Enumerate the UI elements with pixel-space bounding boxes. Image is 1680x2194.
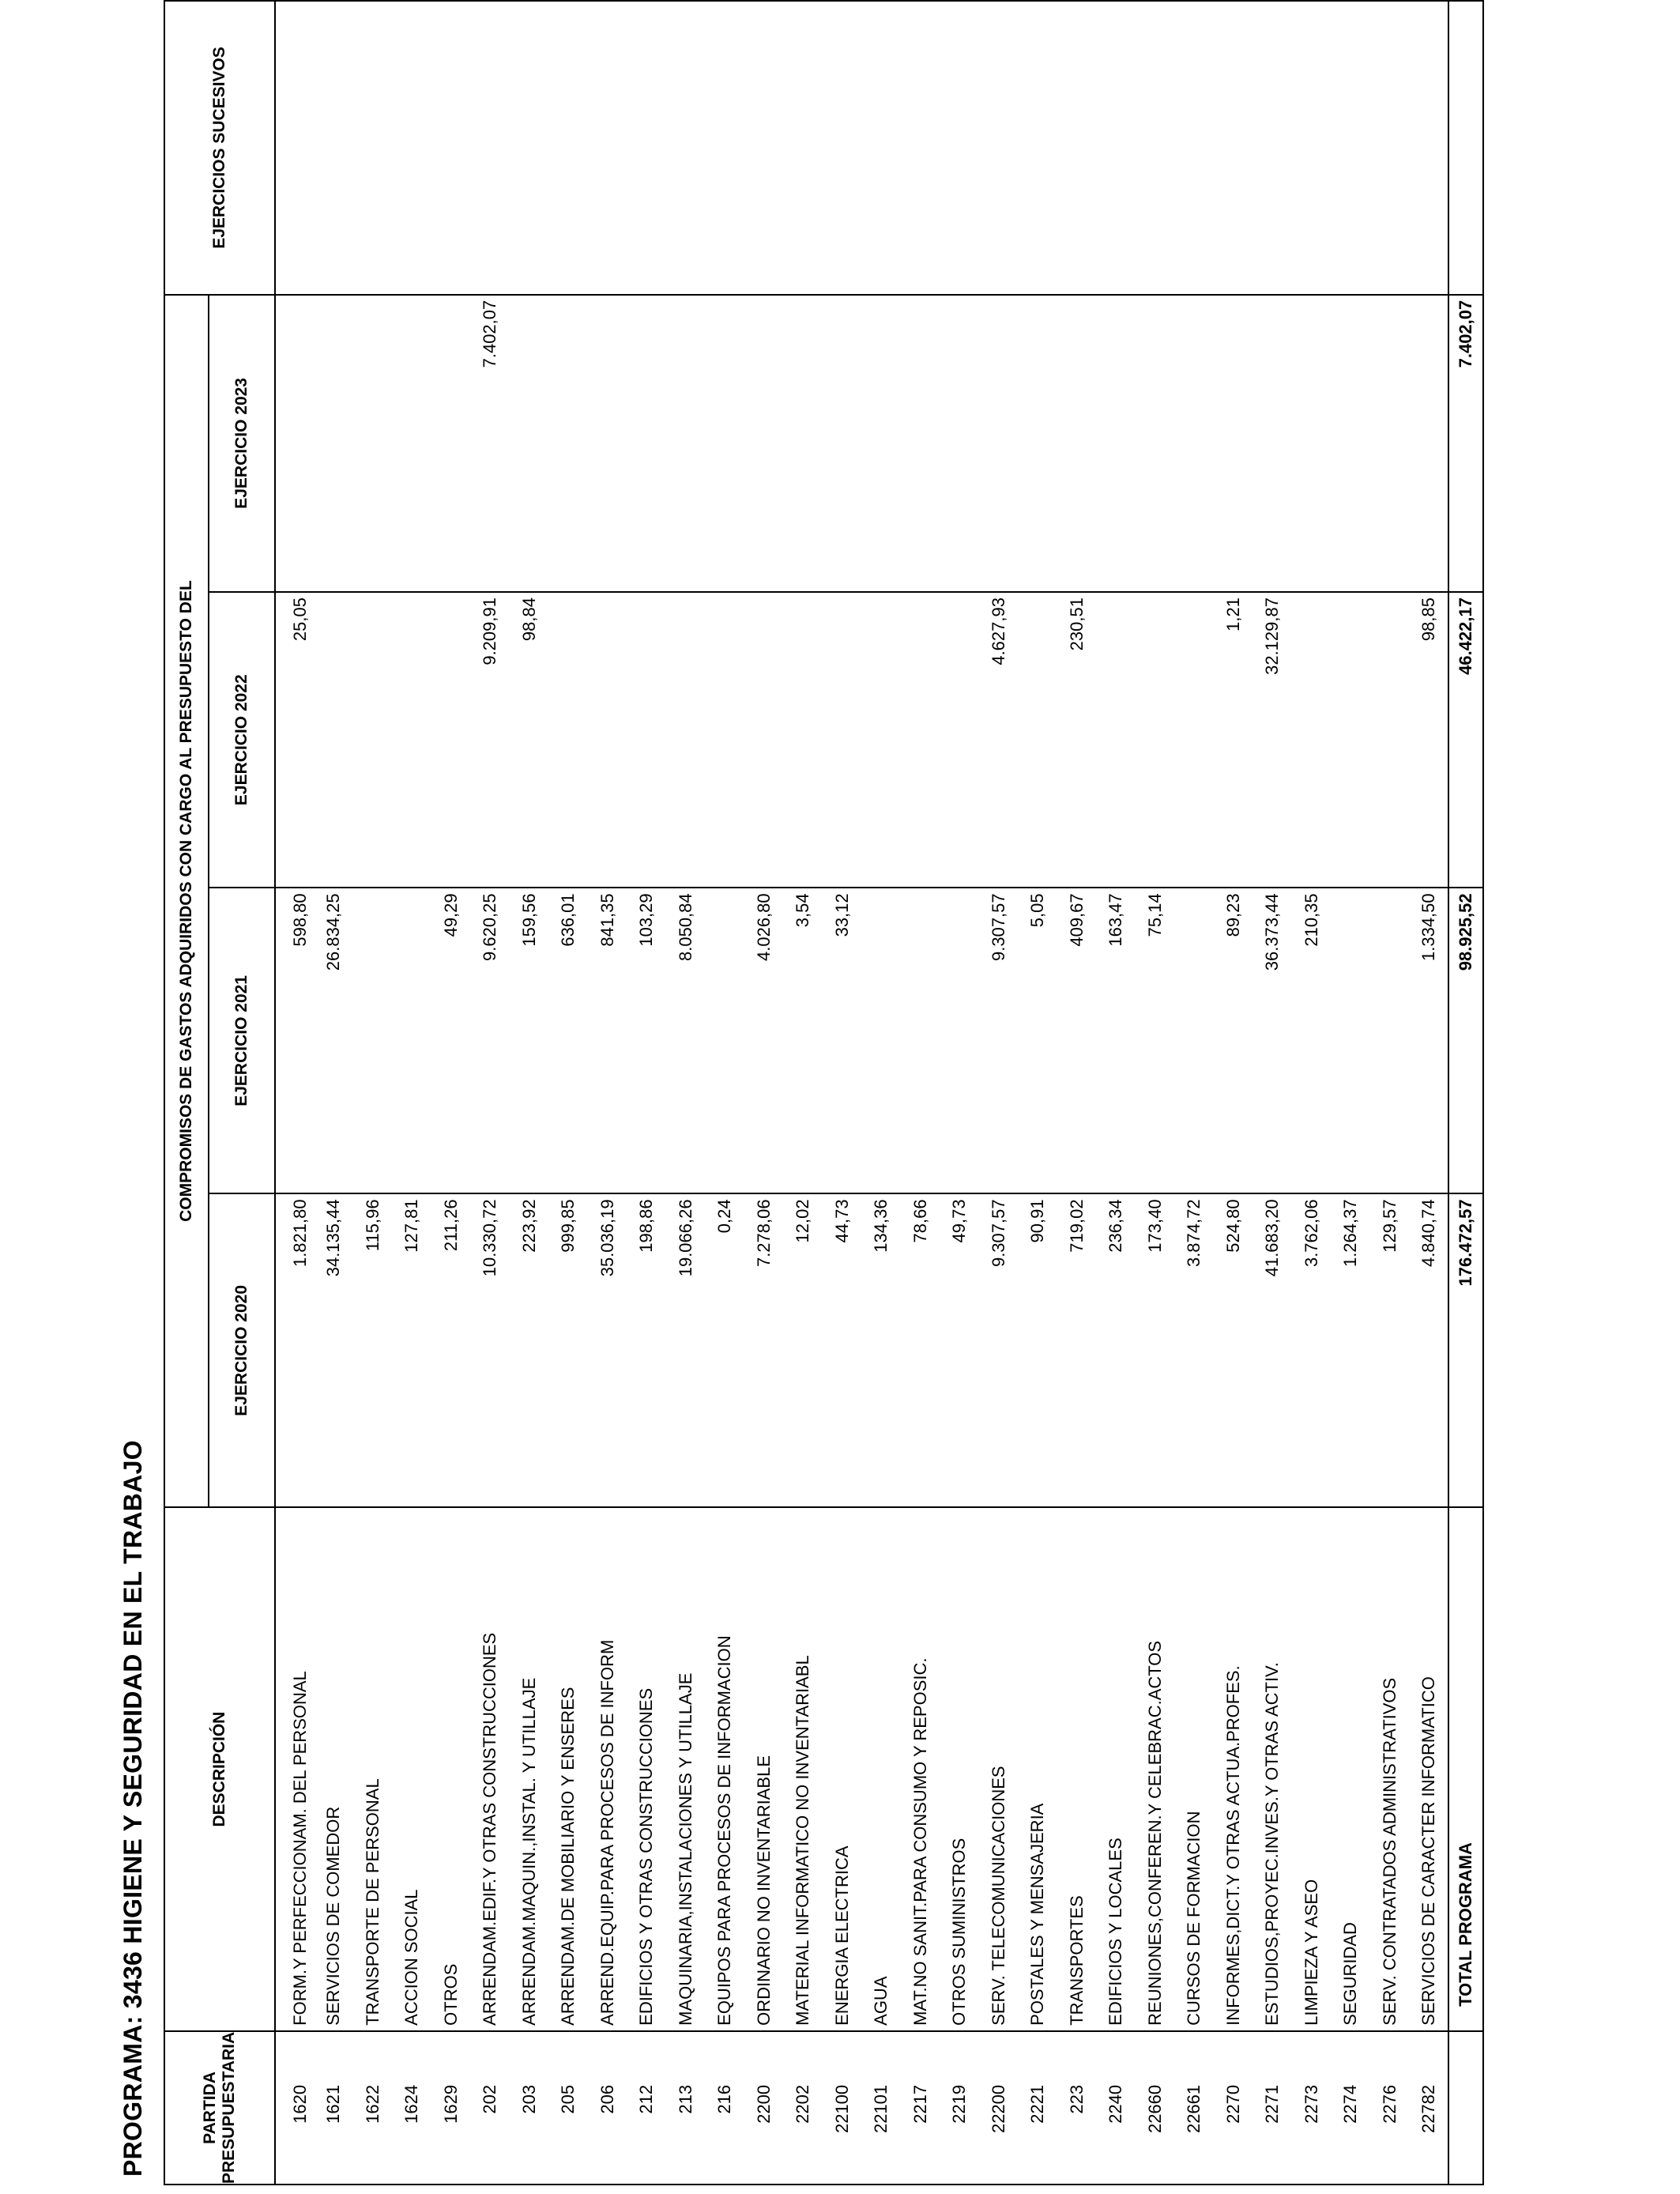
table-row <box>862 1 902 2185</box>
ejercicio-2023-cell <box>940 295 980 592</box>
ejercicio-2023-cell <box>706 295 745 592</box>
sucesivos-cell <box>549 1 589 295</box>
ejercicio-2020-cell: 127,81 <box>393 1193 432 1507</box>
partida-cell: 22782 <box>1410 2031 1449 2185</box>
ejercicio-2020-cell: 3.762,06 <box>1292 1193 1332 1507</box>
ejercicio-2020-cell: 10.330,72 <box>471 1193 510 1507</box>
table-row <box>1214 1 1253 2185</box>
ejercicio-2021-cell: 163,47 <box>1097 888 1136 1193</box>
ejercicio-2020-cell: 19.066,26 <box>666 1193 706 1507</box>
sucesivos-header: EJERCICIOS SUCESIVOS <box>164 1 275 295</box>
ejercicio-2023-cell <box>510 295 549 592</box>
partida-cell: 22200 <box>979 2031 1019 2185</box>
sucesivos-cell <box>431 1 471 295</box>
ejercicio-2023-cell <box>627 295 667 592</box>
ejercicio-2023-cell <box>666 295 706 592</box>
partida-cell: 2271 <box>1253 2031 1293 2185</box>
ejercicio-2020-cell: 1.821,80 <box>275 1193 315 1507</box>
ejercicio-2021-cell: 33,12 <box>823 888 862 1193</box>
partida-cell: 212 <box>627 2031 667 2185</box>
sucesivos-cell <box>315 1 354 295</box>
ejercicio-2022-cell <box>1292 592 1332 888</box>
table-row <box>510 1 549 2185</box>
ejercicio-2020-cell: 115,96 <box>353 1193 393 1507</box>
sucesivos-cell <box>1410 1 1449 295</box>
total-2022: 46.422,17 <box>1448 592 1483 888</box>
ejercicio-2021-cell: 598,80 <box>275 888 315 1193</box>
ejercicio-2021-cell: 636,01 <box>549 888 589 1193</box>
ejercicio-2021-cell: 159,56 <box>510 888 549 1193</box>
partida-cell: 2276 <box>1370 2031 1410 2185</box>
sucesivos-cell <box>393 1 432 295</box>
partida-cell: 2273 <box>1292 2031 1332 2185</box>
sucesivos-cell <box>471 1 510 295</box>
ejercicio-2021-cell: 8.050,84 <box>666 888 706 1193</box>
ejercicio-2021-cell: 1.334,50 <box>1410 888 1449 1193</box>
ejercicio-2022-cell <box>393 592 432 888</box>
ejercicio-2020-cell: 134,36 <box>862 1193 902 1507</box>
ejercicio-2021-cell <box>1332 888 1371 1193</box>
ejercicio-2022-cell <box>706 592 745 888</box>
ejercicio-2022-cell <box>1332 592 1371 888</box>
sucesivos-cell <box>666 1 706 295</box>
ejercicio-2023-cell <box>1292 295 1332 592</box>
table-row <box>1175 1 1215 2185</box>
table-row <box>1332 1 1371 2185</box>
sucesivos-cell <box>784 1 823 295</box>
partida-cell: 1620 <box>275 2031 315 2185</box>
ejercicio-2021-cell: 409,67 <box>1057 888 1097 1193</box>
sucesivos-cell <box>275 1 315 295</box>
ejercicio-2022-cell <box>1136 592 1175 888</box>
ejercicio-2022-cell <box>315 592 354 888</box>
table-row <box>784 1 823 2185</box>
ejercicio-2023-cell <box>275 295 315 592</box>
ejercicio-2020-cell: 211,26 <box>431 1193 471 1507</box>
sucesivos-cell <box>353 1 393 295</box>
table-row <box>1019 1 1058 2185</box>
partida-cell: 22661 <box>1175 2031 1215 2185</box>
partida-cell: 22660 <box>1136 2031 1175 2185</box>
partida-cell: 2217 <box>901 2031 940 2185</box>
total-code-cell <box>1448 2031 1483 2185</box>
ejercicio-2022-header: EJERCICIO 2022 <box>209 592 275 888</box>
partida-cell: 2202 <box>784 2031 823 2185</box>
compromisos-header: COMPROMISOS DE GASTOS ADQUIRIDOS CON CARGO AL PRESUPUESTO DEL <box>164 295 209 1508</box>
ejercicio-2022-cell: 25,05 <box>275 592 315 888</box>
descripcion-cell: OTROS SUMINISTROS <box>940 1507 980 2031</box>
partida-cell: 1629 <box>431 2031 471 2185</box>
sucesivos-cell <box>1136 1 1175 295</box>
ejercicio-2023-cell <box>1410 295 1449 592</box>
ejercicio-2023-cell <box>353 295 393 592</box>
ejercicio-2020-cell: 173,40 <box>1136 1193 1175 1507</box>
descripcion-cell: MAQUINARIA,INSTALACIONES Y UTILLAJE <box>666 1507 706 2031</box>
ejercicio-2022-cell: 4.627,93 <box>979 592 1019 888</box>
sucesivos-cell <box>706 1 745 295</box>
ejercicio-2022-cell <box>666 592 706 888</box>
table-row <box>706 1 745 2185</box>
ejercicio-2021-cell <box>353 888 393 1193</box>
ejercicio-2023-cell <box>588 295 627 592</box>
ejercicio-2021-cell <box>901 888 940 1193</box>
table-row <box>275 1 315 2185</box>
table-header <box>164 1 275 2185</box>
sucesivos-cell <box>744 1 784 295</box>
sucesivos-cell <box>588 1 627 295</box>
ejercicio-2023-cell <box>901 295 940 592</box>
ejercicio-2020-cell: 35.036,19 <box>588 1193 627 1507</box>
ejercicio-2023-cell <box>315 295 354 592</box>
ejercicio-2023-header: EJERCICIO 2023 <box>209 295 275 592</box>
sucesivos-cell <box>510 1 549 295</box>
ejercicio-2021-cell: 75,14 <box>1136 888 1175 1193</box>
descripcion-cell: SERVICIOS DE COMEDOR <box>315 1507 354 2031</box>
partida-cell: 213 <box>666 2031 706 2185</box>
table-row <box>549 1 589 2185</box>
total-label: TOTAL PROGRAMA <box>1448 1507 1483 2031</box>
ejercicio-2022-cell <box>940 592 980 888</box>
ejercicio-2022-cell: 98,85 <box>1410 592 1449 888</box>
descripcion-cell: ACCION SOCIAL <box>393 1507 432 2031</box>
table-row <box>588 1 627 2185</box>
ejercicio-2022-cell <box>744 592 784 888</box>
sucesivos-cell <box>1214 1 1253 295</box>
ejercicio-2023-cell: 7.402,07 <box>471 295 510 592</box>
ejercicio-2021-cell: 841,35 <box>588 888 627 1193</box>
sucesivos-cell <box>1175 1 1215 295</box>
ejercicio-2021-header: EJERCICIO 2021 <box>209 888 275 1193</box>
ejercicio-2020-cell: 198,86 <box>627 1193 667 1507</box>
ejercicio-2022-cell: 98,84 <box>510 592 549 888</box>
ejercicio-2023-cell <box>823 295 862 592</box>
ejercicio-2020-header: EJERCICIO 2020 <box>209 1193 275 1507</box>
descripcion-cell: MAT.NO SANIT.PARA CONSUMO Y REPOSIC. <box>901 1507 940 2031</box>
ejercicio-2023-cell <box>1253 295 1293 592</box>
ejercicio-2020-cell: 41.683,20 <box>1253 1193 1293 1507</box>
ejercicio-2023-cell <box>393 295 432 592</box>
descripcion-cell: SERV. TELECOMUNICACIONES <box>979 1507 1019 2031</box>
descripcion-cell: TRANSPORTES <box>1057 1507 1097 2031</box>
table-row <box>315 1 354 2185</box>
descripcion-cell: ESTUDIOS,PROYEC.INVES.Y OTRAS ACTIV. <box>1253 1507 1293 2031</box>
descripcion-cell: INFORMES,DICT.Y OTRAS ACTUA.PROFES. <box>1214 1507 1253 2031</box>
descripcion-cell: ORDINARIO NO INVENTARIABLE <box>744 1507 784 2031</box>
ejercicio-2021-cell <box>393 888 432 1193</box>
ejercicio-2020-cell: 49,73 <box>940 1193 980 1507</box>
descripcion-cell: SERVICIOS DE CARACTER INFORMATICO <box>1410 1507 1449 2031</box>
sucesivos-cell <box>1097 1 1136 295</box>
descripcion-cell: EDIFICIOS Y OTRAS CONSTRUCCIONES <box>627 1507 667 2031</box>
ejercicio-2022-cell <box>862 592 902 888</box>
descripcion-cell: SEGURIDAD <box>1332 1507 1371 2031</box>
descripcion-cell: TRANSPORTE DE PERSONAL <box>353 1507 393 2031</box>
table-row <box>1136 1 1175 2185</box>
total-2021: 98.925,52 <box>1448 888 1483 1193</box>
ejercicio-2020-cell: 3.874,72 <box>1175 1193 1215 1507</box>
descripcion-cell: ARRENDAM.EDIF.Y OTRAS CONSTRUCCIONES <box>471 1507 510 2031</box>
page-title: PROGRAMA: 3436 HIGIENE Y SEGURIDAD EN EL TRABAJO <box>119 1440 147 2177</box>
descripcion-cell: LIMPIEZA Y ASEO <box>1292 1507 1332 2031</box>
table-row <box>1292 1 1332 2185</box>
partida-cell: 1622 <box>353 2031 393 2185</box>
sucesivos-cell <box>1370 1 1410 295</box>
table-row <box>1410 1 1449 2185</box>
partida-cell: 216 <box>706 2031 745 2185</box>
ejercicio-2023-cell <box>979 295 1019 592</box>
sucesivos-cell <box>627 1 667 295</box>
ejercicio-2023-cell <box>1214 295 1253 592</box>
descripcion-cell: EDIFICIOS Y LOCALES <box>1097 1507 1136 2031</box>
ejercicio-2020-cell: 524,80 <box>1214 1193 1253 1507</box>
table-row <box>1057 1 1097 2185</box>
table-row <box>1097 1 1136 2185</box>
sucesivos-cell <box>979 1 1019 295</box>
ejercicio-2022-cell <box>1097 592 1136 888</box>
table-row <box>393 1 432 2185</box>
ejercicio-2023-cell <box>1097 295 1136 592</box>
descripcion-cell: POSTALES Y MENSAJERIA <box>1019 1507 1058 2031</box>
ejercicio-2022-cell <box>823 592 862 888</box>
ejercicio-2021-cell <box>940 888 980 1193</box>
partida-cell: 22101 <box>862 2031 902 2185</box>
descripcion-cell: OTROS <box>431 1507 471 2031</box>
ejercicio-2020-cell: 4.840,74 <box>1410 1193 1449 1507</box>
ejercicio-2022-cell: 230,51 <box>1057 592 1097 888</box>
ejercicio-2020-cell: 44,73 <box>823 1193 862 1507</box>
ejercicio-2021-cell: 89,23 <box>1214 888 1253 1193</box>
table-row <box>1253 1 1293 2185</box>
table-row <box>901 1 940 2185</box>
table-row <box>823 1 862 2185</box>
ejercicio-2023-cell <box>1057 295 1097 592</box>
ejercicio-2022-cell: 1,21 <box>1214 592 1253 888</box>
sucesivos-cell <box>862 1 902 295</box>
table-row <box>979 1 1019 2185</box>
ejercicio-2022-cell <box>1019 592 1058 888</box>
ejercicio-2020-cell: 78,66 <box>901 1193 940 1507</box>
descripcion-cell: CURSOS DE FORMACION <box>1175 1507 1215 2031</box>
ejercicio-2022-cell <box>627 592 667 888</box>
partida-cell: 205 <box>549 2031 589 2185</box>
descripcion-cell: AGUA <box>862 1507 902 2031</box>
ejercicio-2021-cell: 5,05 <box>1019 888 1058 1193</box>
sucesivos-cell <box>1253 1 1293 295</box>
ejercicio-2020-cell: 0,24 <box>706 1193 745 1507</box>
ejercicio-2023-cell <box>431 295 471 592</box>
descripcion-cell: ARRENDAM.MAQUIN.,INSTAL. Y UTILLAJE <box>510 1507 549 2031</box>
ejercicio-2022-cell <box>901 592 940 888</box>
table-row <box>1370 1 1410 2185</box>
partida-cell: 2274 <box>1332 2031 1371 2185</box>
partida-cell: 223 <box>1057 2031 1097 2185</box>
partida-cell: 1624 <box>393 2031 432 2185</box>
ejercicio-2022-cell <box>588 592 627 888</box>
total-2023: 7.402,07 <box>1448 295 1483 592</box>
ejercicio-2020-cell: 999,85 <box>549 1193 589 1507</box>
ejercicio-2021-cell: 26.834,25 <box>315 888 354 1193</box>
ejercicio-2023-cell <box>1136 295 1175 592</box>
table-row <box>431 1 471 2185</box>
table-row <box>666 1 706 2185</box>
ejercicio-2023-cell <box>862 295 902 592</box>
ejercicio-2022-cell <box>784 592 823 888</box>
descripcion-cell: REUNIONES,CONFEREN.Y CELEBRAC.ACTOS <box>1136 1507 1175 2031</box>
ejercicio-2020-cell: 1.264,37 <box>1332 1193 1371 1507</box>
ejercicio-2020-cell: 7.278,06 <box>744 1193 784 1507</box>
table-row <box>471 1 510 2185</box>
ejercicio-2021-cell: 9.620,25 <box>471 888 510 1193</box>
partida-cell: 1621 <box>315 2031 354 2185</box>
ejercicio-2022-cell: 32.129,87 <box>1253 592 1293 888</box>
descripcion-cell: ARRENDAM.DE MOBILIARIO Y ENSERES <box>549 1507 589 2031</box>
sucesivos-cell <box>1057 1 1097 295</box>
partida-header: PARTIDA PRESUPUESTARIA <box>164 2031 275 2185</box>
ejercicio-2023-cell <box>744 295 784 592</box>
ejercicio-2021-cell: 3,54 <box>784 888 823 1193</box>
table-row <box>940 1 980 2185</box>
ejercicio-2021-cell <box>706 888 745 1193</box>
ejercicio-2023-cell <box>549 295 589 592</box>
descripcion-cell: ARREND.EQUIP.PARA PROCESOS DE INFORM <box>588 1507 627 2031</box>
ejercicio-2021-cell: 36.373,44 <box>1253 888 1293 1193</box>
ejercicio-2021-cell: 9.307,57 <box>979 888 1019 1193</box>
ejercicio-2021-cell: 49,29 <box>431 888 471 1193</box>
partida-cell: 2240 <box>1097 2031 1136 2185</box>
total-sucesivos <box>1448 1 1483 295</box>
ejercicio-2022-cell <box>549 592 589 888</box>
partida-cell: 2219 <box>940 2031 980 2185</box>
partida-cell: 202 <box>471 2031 510 2185</box>
descripcion-header: DESCRIPCIÓN <box>164 1507 275 2031</box>
ejercicio-2023-cell <box>1019 295 1058 592</box>
ejercicio-2020-cell: 12,02 <box>784 1193 823 1507</box>
partida-cell: 2200 <box>744 2031 784 2185</box>
ejercicio-2020-cell: 9.307,57 <box>979 1193 1019 1507</box>
ejercicio-2021-cell: 4.026,80 <box>744 888 784 1193</box>
partida-cell: 206 <box>588 2031 627 2185</box>
ejercicio-2022-cell: 9.209,91 <box>471 592 510 888</box>
ejercicio-2020-cell: 236,34 <box>1097 1193 1136 1507</box>
sucesivos-cell <box>823 1 862 295</box>
table-footer <box>1448 1 1483 2185</box>
sucesivos-cell <box>1332 1 1371 295</box>
table-body <box>275 1 1448 2185</box>
ejercicio-2021-cell <box>1370 888 1410 1193</box>
ejercicio-2021-cell: 103,29 <box>627 888 667 1193</box>
descripcion-cell: ENERGIA ELECTRICA <box>823 1507 862 2031</box>
descripcion-cell: EQUIPOS PARA PROCESOS DE INFORMACION <box>706 1507 745 2031</box>
ejercicio-2021-cell <box>862 888 902 1193</box>
descripcion-cell: FORM.Y PERFECCIONAM. DEL PERSONAL <box>275 1507 315 2031</box>
ejercicio-2020-cell: 223,92 <box>510 1193 549 1507</box>
partida-cell: 203 <box>510 2031 549 2185</box>
ejercicio-2023-cell <box>784 295 823 592</box>
ejercicio-2021-cell <box>1175 888 1215 1193</box>
ejercicio-2022-cell <box>1175 592 1215 888</box>
partida-cell: 2270 <box>1214 2031 1253 2185</box>
sucesivos-cell <box>901 1 940 295</box>
ejercicio-2022-cell <box>1370 592 1410 888</box>
partida-cell: 22100 <box>823 2031 862 2185</box>
ejercicio-2020-cell: 34.135,44 <box>315 1193 354 1507</box>
ejercicio-2023-cell <box>1370 295 1410 592</box>
table-row <box>627 1 667 2185</box>
ejercicio-2023-cell <box>1175 295 1215 592</box>
ejercicio-2020-cell: 719,02 <box>1057 1193 1097 1507</box>
ejercicio-2020-cell: 90,91 <box>1019 1193 1058 1507</box>
ejercicio-2022-cell <box>353 592 393 888</box>
table-row <box>744 1 784 2185</box>
total-2020: 176.472,57 <box>1448 1193 1483 1507</box>
ejercicio-2020-cell: 129,57 <box>1370 1193 1410 1507</box>
budget-table <box>164 0 1484 2185</box>
ejercicio-2022-cell <box>431 592 471 888</box>
sucesivos-cell <box>1292 1 1332 295</box>
descripcion-cell: SERV. CONTRATADOS ADMINISTRATIVOS <box>1370 1507 1410 2031</box>
sucesivos-cell <box>940 1 980 295</box>
ejercicio-2023-cell <box>1332 295 1371 592</box>
partida-cell: 2221 <box>1019 2031 1058 2185</box>
sucesivos-cell <box>1019 1 1058 295</box>
ejercicio-2021-cell: 210,35 <box>1292 888 1332 1193</box>
descripcion-cell: MATERIAL INFORMATICO NO INVENTARIABL <box>784 1507 823 2031</box>
table-row <box>353 1 393 2185</box>
